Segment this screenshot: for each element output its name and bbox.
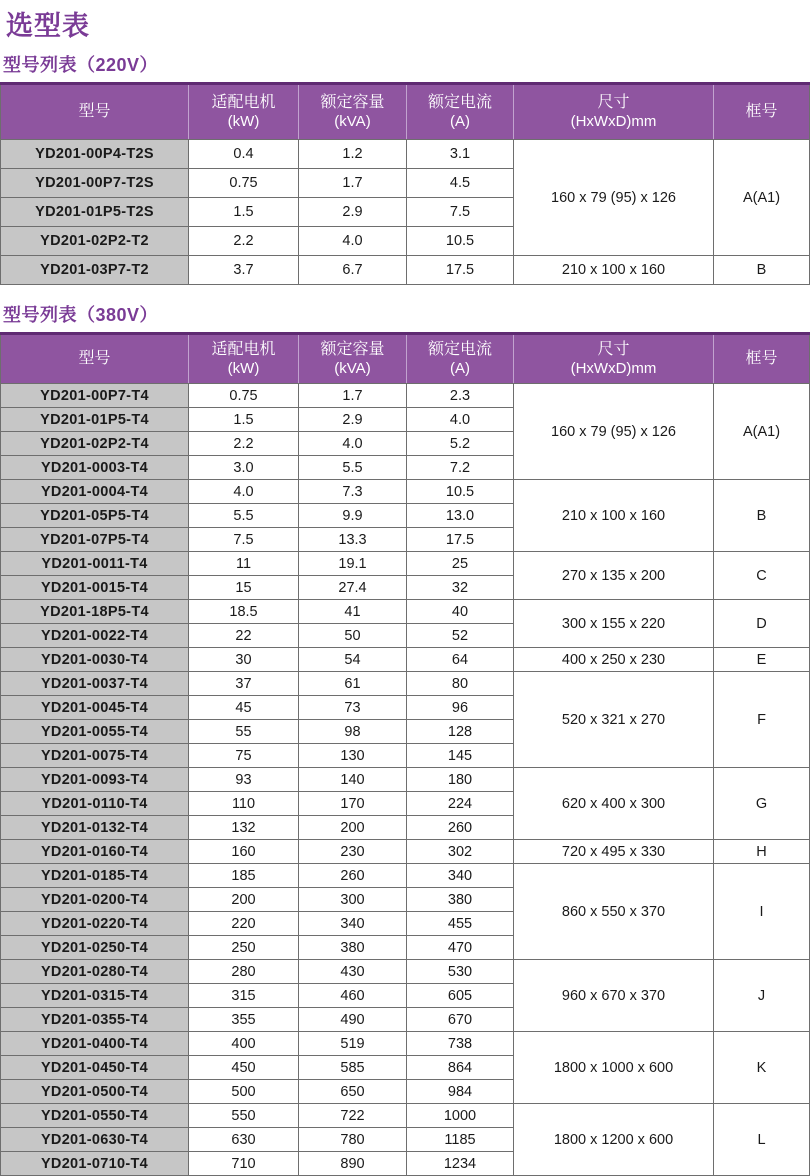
table-row	[1, 648, 810, 672]
table-body-220v	[1, 140, 810, 285]
table-row	[1, 480, 810, 504]
column-header-label: 适配电机	[211, 93, 276, 111]
column-header-label: 额定电流	[427, 93, 492, 111]
current-a-cell: 64	[407, 648, 514, 672]
current-a-cell: 605	[407, 984, 514, 1008]
motor-kw-cell: 75	[189, 744, 299, 768]
model-table-220v	[0, 82, 810, 285]
frame-cell: B	[714, 256, 810, 285]
motor-kw-cell: 18.5	[189, 600, 299, 624]
motor-kw-cell: 5.5	[189, 504, 299, 528]
dimensions-cell: 620 x 400 x 300	[514, 768, 714, 840]
motor-kw-cell: 0.75	[189, 169, 299, 198]
table-row	[1, 600, 810, 624]
capacity-kva-cell: 9.9	[299, 504, 407, 528]
motor-kw-cell: 400	[189, 1032, 299, 1056]
column-header-label: 型号	[78, 349, 111, 367]
column-header-label: 框号	[745, 349, 778, 367]
motor-kw-cell: 0.4	[189, 140, 299, 169]
table-row	[1, 672, 810, 696]
column-header-unit: (HxWxD)mm	[570, 359, 657, 377]
current-a-cell: 380	[407, 888, 514, 912]
capacity-kva-cell: 890	[299, 1152, 407, 1176]
capacity-kva-cell: 170	[299, 792, 407, 816]
motor-kw-cell: 710	[189, 1152, 299, 1176]
motor-kw-cell: 3.0	[189, 456, 299, 480]
frame-cell: A(A1)	[714, 384, 810, 480]
current-a-cell: 180	[407, 768, 514, 792]
model-cell: YD201-0055-T4	[1, 720, 189, 744]
dimensions-cell: 210 x 100 x 160	[514, 480, 714, 552]
capacity-kva-cell: 1.2	[299, 140, 407, 169]
model-cell: YD201-0250-T4	[1, 936, 189, 960]
frame-cell: L	[714, 1104, 810, 1176]
capacity-kva-cell: 41	[299, 600, 407, 624]
current-a-cell: 128	[407, 720, 514, 744]
column-header-3	[407, 84, 514, 140]
table-row	[1, 1104, 810, 1128]
capacity-kva-cell: 490	[299, 1008, 407, 1032]
table-row	[1, 140, 810, 169]
table-row	[1, 256, 810, 285]
model-cell: YD201-00P4-T2S	[1, 140, 189, 169]
model-cell: YD201-0315-T4	[1, 984, 189, 1008]
table-body-380v	[1, 384, 810, 1176]
motor-kw-cell: 280	[189, 960, 299, 984]
capacity-kva-cell: 300	[299, 888, 407, 912]
dimensions-cell: 300 x 155 x 220	[514, 600, 714, 648]
current-a-cell: 530	[407, 960, 514, 984]
frame-cell: F	[714, 672, 810, 768]
model-cell: YD201-0003-T4	[1, 456, 189, 480]
table-header-220v	[1, 84, 810, 140]
model-cell: YD201-0093-T4	[1, 768, 189, 792]
current-a-cell: 1000	[407, 1104, 514, 1128]
current-a-cell: 302	[407, 840, 514, 864]
frame-cell: C	[714, 552, 810, 600]
frame-cell: D	[714, 600, 810, 648]
capacity-kva-cell: 50	[299, 624, 407, 648]
current-a-cell: 864	[407, 1056, 514, 1080]
table-row	[1, 768, 810, 792]
current-a-cell: 455	[407, 912, 514, 936]
current-a-cell: 340	[407, 864, 514, 888]
capacity-kva-cell: 260	[299, 864, 407, 888]
column-header-label: 尺寸	[597, 93, 630, 111]
column-header-2	[299, 84, 407, 140]
column-header-label: 额定容量	[320, 93, 385, 111]
table-header-380v	[1, 334, 810, 384]
motor-kw-cell: 500	[189, 1080, 299, 1104]
current-a-cell: 1234	[407, 1152, 514, 1176]
capacity-kva-cell: 585	[299, 1056, 407, 1080]
motor-kw-cell: 550	[189, 1104, 299, 1128]
column-header-unit: (kW)	[227, 359, 260, 377]
motor-kw-cell: 2.2	[189, 227, 299, 256]
capacity-kva-cell: 4.0	[299, 432, 407, 456]
motor-kw-cell: 11	[189, 552, 299, 576]
column-header-3	[407, 334, 514, 384]
capacity-kva-cell: 1.7	[299, 384, 407, 408]
motor-kw-cell: 2.2	[189, 432, 299, 456]
current-a-cell: 52	[407, 624, 514, 648]
current-a-cell: 470	[407, 936, 514, 960]
table-row	[1, 384, 810, 408]
capacity-kva-cell: 430	[299, 960, 407, 984]
model-table-380v	[0, 332, 810, 1176]
page-title: 选型表	[6, 11, 90, 41]
model-cell: YD201-0550-T4	[1, 1104, 189, 1128]
model-cell: YD201-05P5-T4	[1, 504, 189, 528]
capacity-kva-cell: 722	[299, 1104, 407, 1128]
column-header-unit: (kW)	[227, 112, 260, 130]
capacity-kva-cell: 519	[299, 1032, 407, 1056]
capacity-kva-cell: 230	[299, 840, 407, 864]
selection-table-page	[0, 4, 810, 1176]
column-header-unit: (kVA)	[334, 112, 371, 130]
motor-kw-cell: 55	[189, 720, 299, 744]
motor-kw-cell: 200	[189, 888, 299, 912]
column-header-4	[514, 84, 714, 140]
capacity-kva-cell: 780	[299, 1128, 407, 1152]
current-a-cell: 5.2	[407, 432, 514, 456]
motor-kw-cell: 30	[189, 648, 299, 672]
current-a-cell: 17.5	[407, 256, 514, 285]
current-a-cell: 260	[407, 816, 514, 840]
model-cell: YD201-0030-T4	[1, 648, 189, 672]
capacity-kva-cell: 4.0	[299, 227, 407, 256]
model-cell: YD201-0710-T4	[1, 1152, 189, 1176]
motor-kw-cell: 1.5	[189, 408, 299, 432]
capacity-kva-cell: 5.5	[299, 456, 407, 480]
dimensions-cell: 160 x 79 (95) x 126	[514, 384, 714, 480]
dimensions-cell: 270 x 135 x 200	[514, 552, 714, 600]
model-cell: YD201-02P2-T4	[1, 432, 189, 456]
motor-kw-cell: 22	[189, 624, 299, 648]
capacity-kva-cell: 6.7	[299, 256, 407, 285]
column-header-2	[299, 334, 407, 384]
dimensions-cell: 1800 x 1200 x 600	[514, 1104, 714, 1176]
column-header-unit: (A)	[450, 112, 470, 130]
capacity-kva-cell: 380	[299, 936, 407, 960]
dimensions-cell: 400 x 250 x 230	[514, 648, 714, 672]
motor-kw-cell: 220	[189, 912, 299, 936]
capacity-kva-cell: 340	[299, 912, 407, 936]
current-a-cell: 4.0	[407, 408, 514, 432]
motor-kw-cell: 315	[189, 984, 299, 1008]
motor-kw-cell: 355	[189, 1008, 299, 1032]
model-cell: YD201-0280-T4	[1, 960, 189, 984]
model-cell: YD201-0185-T4	[1, 864, 189, 888]
current-a-cell: 40	[407, 600, 514, 624]
current-a-cell: 7.5	[407, 198, 514, 227]
capacity-kva-cell: 2.9	[299, 408, 407, 432]
capacity-kva-cell: 27.4	[299, 576, 407, 600]
table-row	[1, 1032, 810, 1056]
capacity-kva-cell: 130	[299, 744, 407, 768]
column-header-unit: (HxWxD)mm	[570, 112, 657, 130]
capacity-kva-cell: 200	[299, 816, 407, 840]
column-header-label: 尺寸	[597, 340, 630, 358]
frame-cell: I	[714, 864, 810, 960]
frame-cell: G	[714, 768, 810, 840]
capacity-kva-cell: 73	[299, 696, 407, 720]
motor-kw-cell: 3.7	[189, 256, 299, 285]
current-a-cell: 7.2	[407, 456, 514, 480]
capacity-kva-cell: 140	[299, 768, 407, 792]
capacity-kva-cell: 460	[299, 984, 407, 1008]
capacity-kva-cell: 54	[299, 648, 407, 672]
column-header-1	[189, 334, 299, 384]
frame-cell: J	[714, 960, 810, 1032]
motor-kw-cell: 160	[189, 840, 299, 864]
model-cell: YD201-0004-T4	[1, 480, 189, 504]
column-header-0	[1, 334, 189, 384]
column-header-label: 额定容量	[320, 340, 385, 358]
table-subtitle-220v: 型号列表（220V）	[3, 55, 159, 75]
column-header-label: 额定电流	[427, 340, 492, 358]
model-cell: YD201-0630-T4	[1, 1128, 189, 1152]
column-header-label: 适配电机	[211, 340, 276, 358]
motor-kw-cell: 4.0	[189, 480, 299, 504]
frame-cell: A(A1)	[714, 140, 810, 256]
frame-cell: H	[714, 840, 810, 864]
motor-kw-cell: 15	[189, 576, 299, 600]
model-cell: YD201-0110-T4	[1, 792, 189, 816]
motor-kw-cell: 132	[189, 816, 299, 840]
current-a-cell: 13.0	[407, 504, 514, 528]
current-a-cell: 10.5	[407, 480, 514, 504]
column-header-1	[189, 84, 299, 140]
current-a-cell: 984	[407, 1080, 514, 1104]
dimensions-cell: 1800 x 1000 x 600	[514, 1032, 714, 1104]
current-a-cell: 670	[407, 1008, 514, 1032]
capacity-kva-cell: 1.7	[299, 169, 407, 198]
current-a-cell: 224	[407, 792, 514, 816]
table-subtitle-380v: 型号列表（380V）	[3, 305, 159, 325]
current-a-cell: 2.3	[407, 384, 514, 408]
column-header-label: 框号	[745, 102, 778, 120]
frame-cell: K	[714, 1032, 810, 1104]
column-header-0	[1, 84, 189, 140]
dimensions-cell: 160 x 79 (95) x 126	[514, 140, 714, 256]
dimensions-cell: 520 x 321 x 270	[514, 672, 714, 768]
model-cell: YD201-02P2-T2	[1, 227, 189, 256]
model-cell: YD201-01P5-T2S	[1, 198, 189, 227]
table-row	[1, 840, 810, 864]
motor-kw-cell: 45	[189, 696, 299, 720]
model-cell: YD201-0132-T4	[1, 816, 189, 840]
motor-kw-cell: 7.5	[189, 528, 299, 552]
current-a-cell: 738	[407, 1032, 514, 1056]
model-cell: YD201-0355-T4	[1, 1008, 189, 1032]
current-a-cell: 17.5	[407, 528, 514, 552]
dimensions-cell: 720 x 495 x 330	[514, 840, 714, 864]
capacity-kva-cell: 61	[299, 672, 407, 696]
model-cell: YD201-0450-T4	[1, 1056, 189, 1080]
table-row	[1, 960, 810, 984]
section-gap	[0, 285, 810, 301]
motor-kw-cell: 1.5	[189, 198, 299, 227]
model-cell: YD201-0160-T4	[1, 840, 189, 864]
column-header-4	[514, 334, 714, 384]
dimensions-cell: 960 x 670 x 370	[514, 960, 714, 1032]
capacity-kva-cell: 13.3	[299, 528, 407, 552]
capacity-kva-cell: 98	[299, 720, 407, 744]
frame-cell: E	[714, 648, 810, 672]
model-cell: YD201-01P5-T4	[1, 408, 189, 432]
table-row	[1, 864, 810, 888]
model-cell: YD201-0500-T4	[1, 1080, 189, 1104]
model-cell: YD201-0075-T4	[1, 744, 189, 768]
model-cell: YD201-00P7-T2S	[1, 169, 189, 198]
current-a-cell: 145	[407, 744, 514, 768]
model-cell: YD201-0037-T4	[1, 672, 189, 696]
current-a-cell: 25	[407, 552, 514, 576]
current-a-cell: 32	[407, 576, 514, 600]
motor-kw-cell: 250	[189, 936, 299, 960]
frame-cell: B	[714, 480, 810, 552]
column-header-5	[714, 334, 810, 384]
motor-kw-cell: 630	[189, 1128, 299, 1152]
model-cell: YD201-0022-T4	[1, 624, 189, 648]
model-cell: YD201-03P7-T2	[1, 256, 189, 285]
model-cell: YD201-0200-T4	[1, 888, 189, 912]
capacity-kva-cell: 650	[299, 1080, 407, 1104]
motor-kw-cell: 0.75	[189, 384, 299, 408]
model-cell: YD201-07P5-T4	[1, 528, 189, 552]
motor-kw-cell: 450	[189, 1056, 299, 1080]
model-cell: YD201-0220-T4	[1, 912, 189, 936]
current-a-cell: 4.5	[407, 169, 514, 198]
dimensions-cell: 210 x 100 x 160	[514, 256, 714, 285]
motor-kw-cell: 37	[189, 672, 299, 696]
model-cell: YD201-0011-T4	[1, 552, 189, 576]
current-a-cell: 80	[407, 672, 514, 696]
motor-kw-cell: 93	[189, 768, 299, 792]
column-header-label: 型号	[78, 102, 111, 120]
dimensions-cell: 860 x 550 x 370	[514, 864, 714, 960]
current-a-cell: 3.1	[407, 140, 514, 169]
column-header-unit: (A)	[450, 359, 470, 377]
current-a-cell: 10.5	[407, 227, 514, 256]
model-cell: YD201-0015-T4	[1, 576, 189, 600]
column-header-5	[714, 84, 810, 140]
model-cell: YD201-00P7-T4	[1, 384, 189, 408]
table-row	[1, 552, 810, 576]
current-a-cell: 1185	[407, 1128, 514, 1152]
model-cell: YD201-0400-T4	[1, 1032, 189, 1056]
model-cell: YD201-18P5-T4	[1, 600, 189, 624]
current-a-cell: 96	[407, 696, 514, 720]
capacity-kva-cell: 19.1	[299, 552, 407, 576]
capacity-kva-cell: 2.9	[299, 198, 407, 227]
model-cell: YD201-0045-T4	[1, 696, 189, 720]
capacity-kva-cell: 7.3	[299, 480, 407, 504]
motor-kw-cell: 110	[189, 792, 299, 816]
motor-kw-cell: 185	[189, 864, 299, 888]
column-header-unit: (kVA)	[334, 359, 371, 377]
